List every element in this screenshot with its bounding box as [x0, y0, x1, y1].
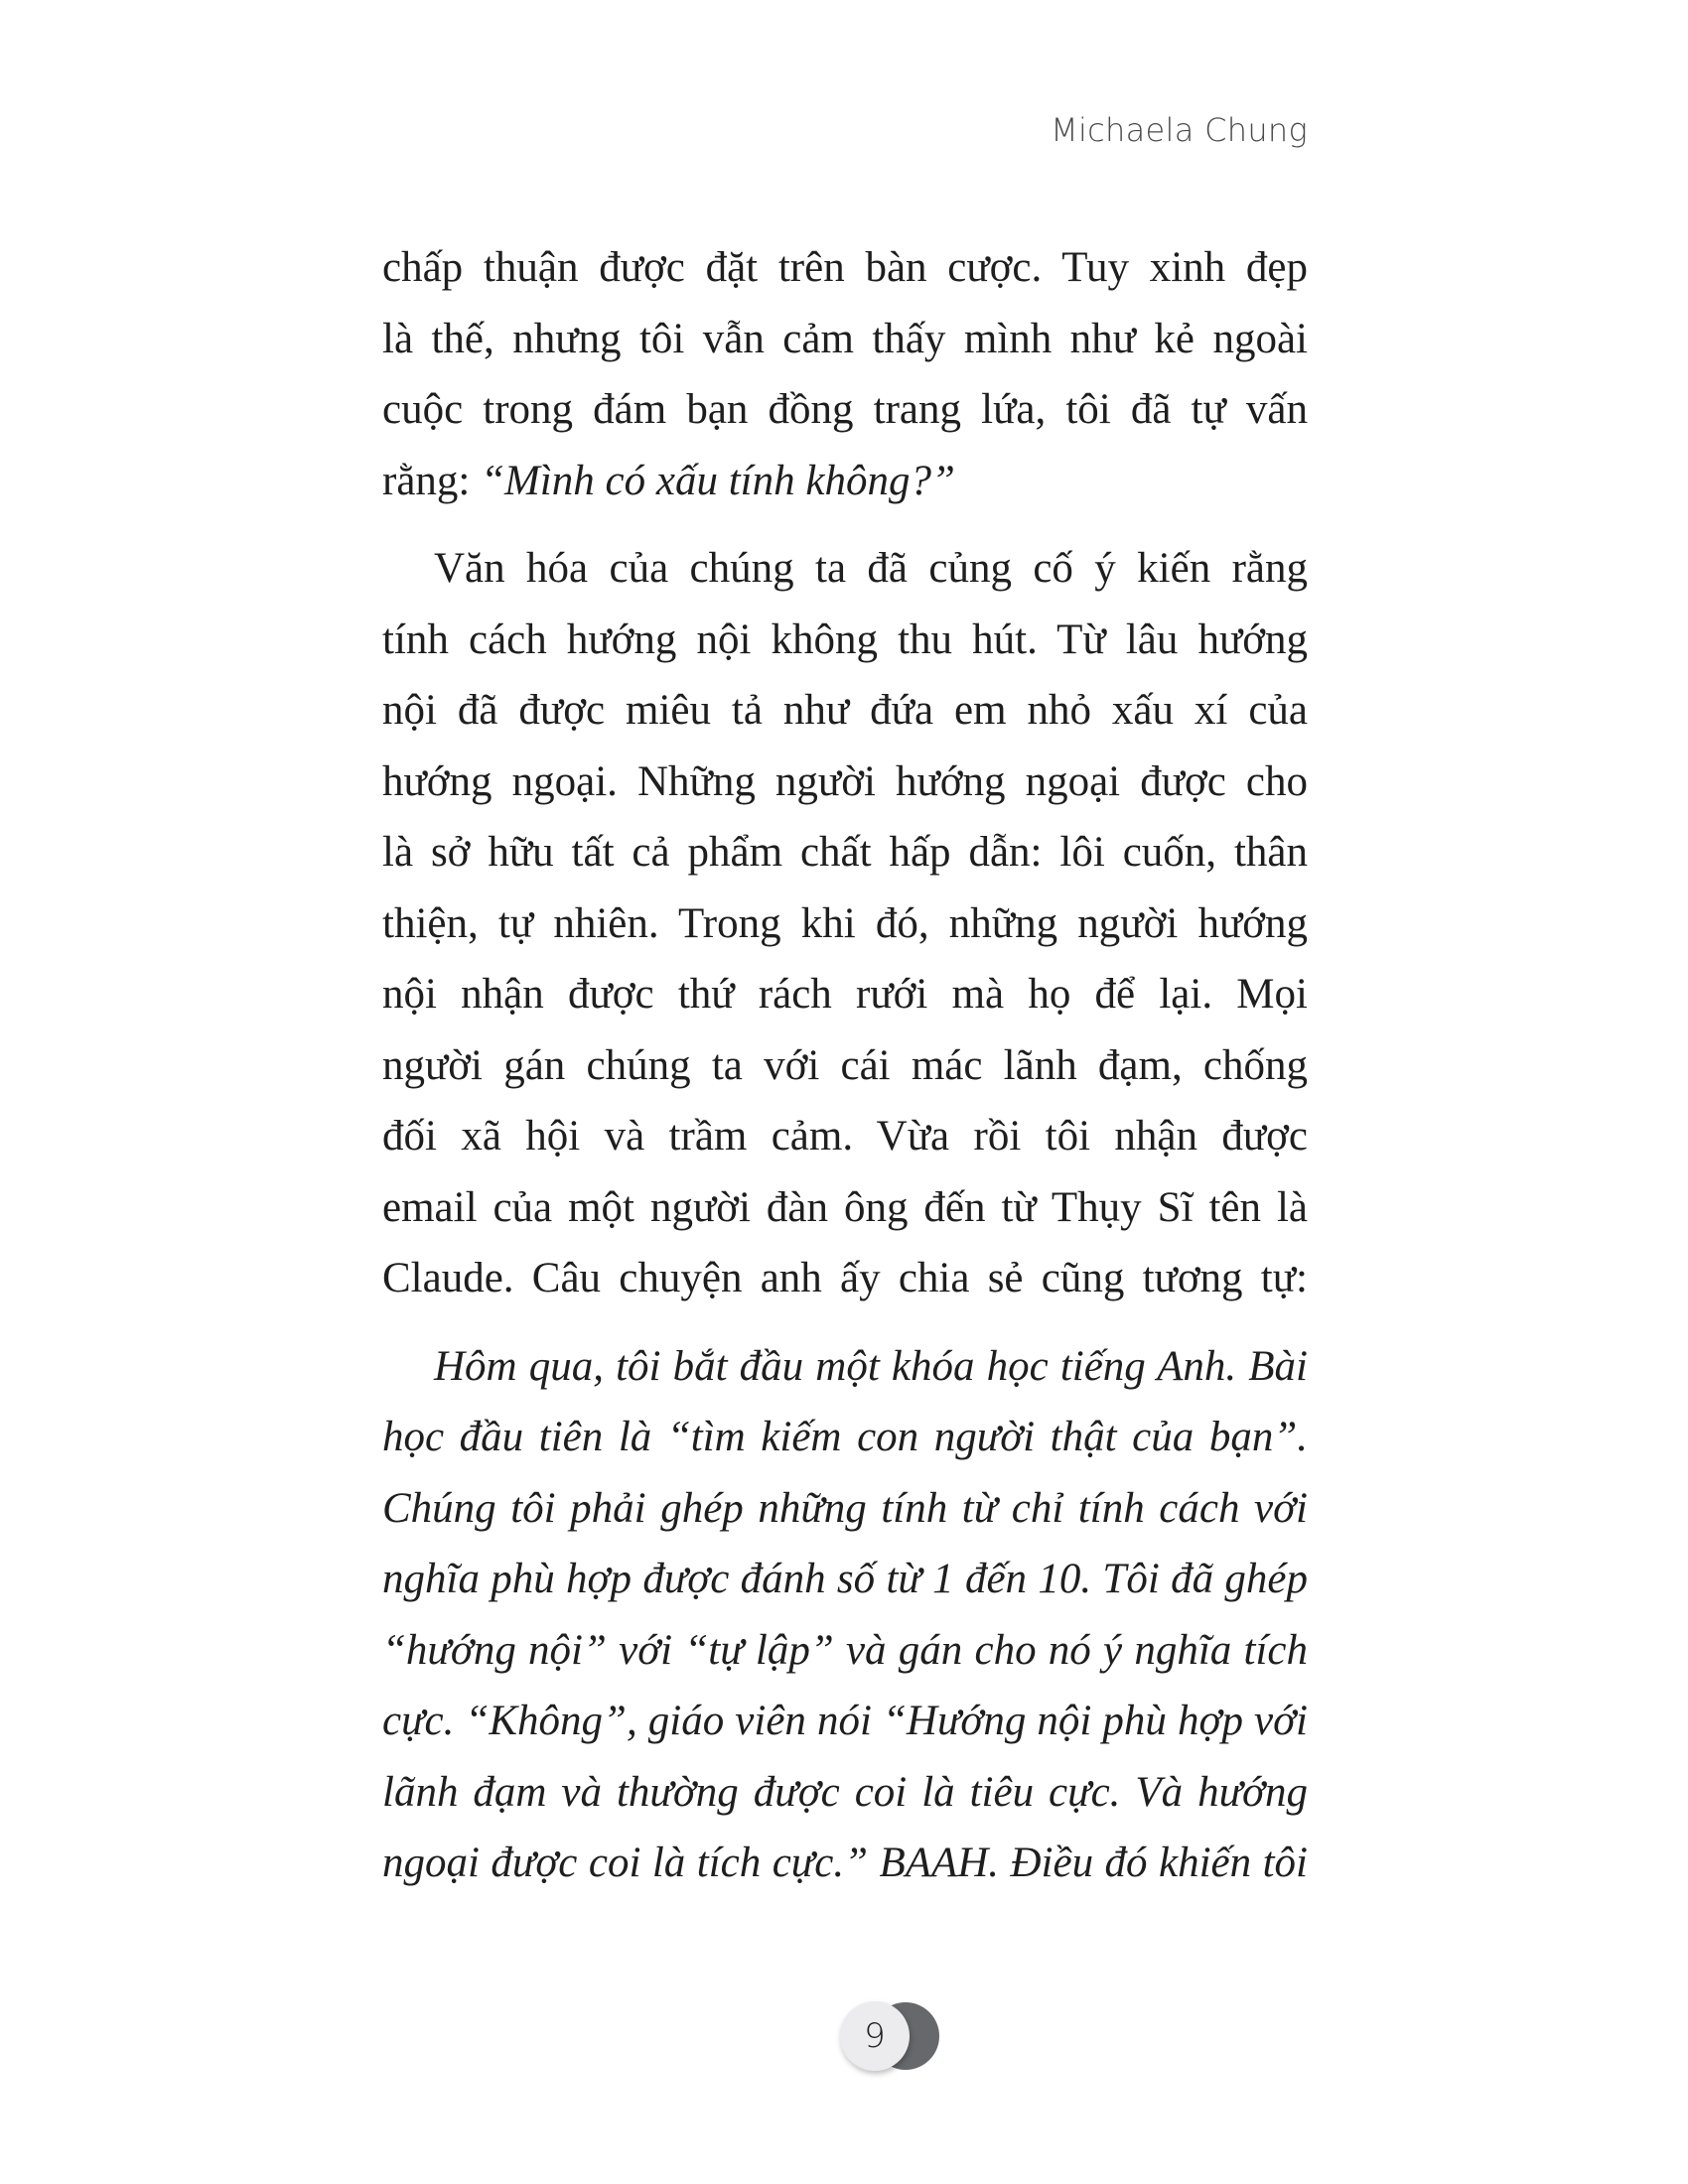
text-line: học đầu tiên là “tìm kiếm con người thật của bạn”. [382, 1414, 1308, 1460]
text-line: thiện, tự nhiên. Trong khi đó, những người hướng [382, 899, 1308, 947]
text-line: là thế, nhưng tôi vẫn cảm thấy mình như kẻ ngoài [382, 315, 1308, 362]
text-line: tính cách hướng nội không thu hút. Từ lâu hướng [382, 615, 1308, 663]
text-line: Chúng tôi phải ghép những tính từ chỉ tính cách với [382, 1484, 1308, 1532]
page-number: 9 [840, 2001, 910, 2071]
text-line: là sở hữu tất cả phẩm chất hấp dẫn: lôi cuốn, thân [382, 829, 1308, 876]
text-line: cuộc trong đám bạn đồng trang lứa, tôi đã tự vấn [382, 386, 1308, 433]
page-body [382, 232, 1308, 1916]
text-line: email của một người đàn ông đến từ Thụy Sĩ tên là [382, 1183, 1308, 1231]
text-line: Claude. Câu chuyện anh ấy chia sẻ cũng tương tự: [382, 1255, 1308, 1301]
text-line: nghĩa phù hợp được đánh số từ 1 đến 10. Tôi đã ghép [382, 1556, 1308, 1602]
text-line: nội đã được miêu tả như đứa em nhỏ xấu xí của [382, 687, 1308, 734]
text-line: Hôm qua, tôi bắt đầu một khóa học tiếng Anh. Bài [434, 1342, 1308, 1390]
text-line: cực. “Không”, giáo viên nói “Hướng nội phù hợp với [382, 1698, 1308, 1744]
text-line: người gán chúng ta với cái mác lãnh đạm, chống [382, 1041, 1308, 1089]
paragraph [382, 232, 1308, 516]
running-header-author: Michaela Chung [1051, 111, 1308, 149]
text-line: ngoại được coi là tích cực.” BAAH. Điều đó khiến tôi [382, 1840, 1308, 1886]
text-line: “hướng nội” với “tự lập” và gán cho nó ý nghĩa tích [382, 1626, 1308, 1674]
paragraph [382, 1331, 1308, 1899]
quoted-question: “Mình có xấu tính không?” [481, 457, 955, 504]
text-line: Văn hóa của chúng ta đã củng cố ý kiến rằng [434, 545, 1308, 592]
text-line [382, 446, 1308, 517]
text-line: lãnh đạm và thường được coi là tiêu cực. Và hướng [382, 1768, 1308, 1816]
text-line: nội nhận được thứ rách rưới mà họ để lại. Mọi [382, 971, 1308, 1018]
text-line: hướng ngoại. Những người hướng ngoại được cho [382, 757, 1308, 805]
text-line: chấp thuận được đặt trên bàn cược. Tuy xinh đẹp [382, 244, 1308, 291]
text-normal: rằng: [382, 457, 482, 504]
paragraph [382, 533, 1308, 1314]
text-line: đối xã hội và trầm cảm. Vừa rồi tôi nhận được [382, 1113, 1308, 1160]
page-number-badge [834, 1997, 933, 2077]
